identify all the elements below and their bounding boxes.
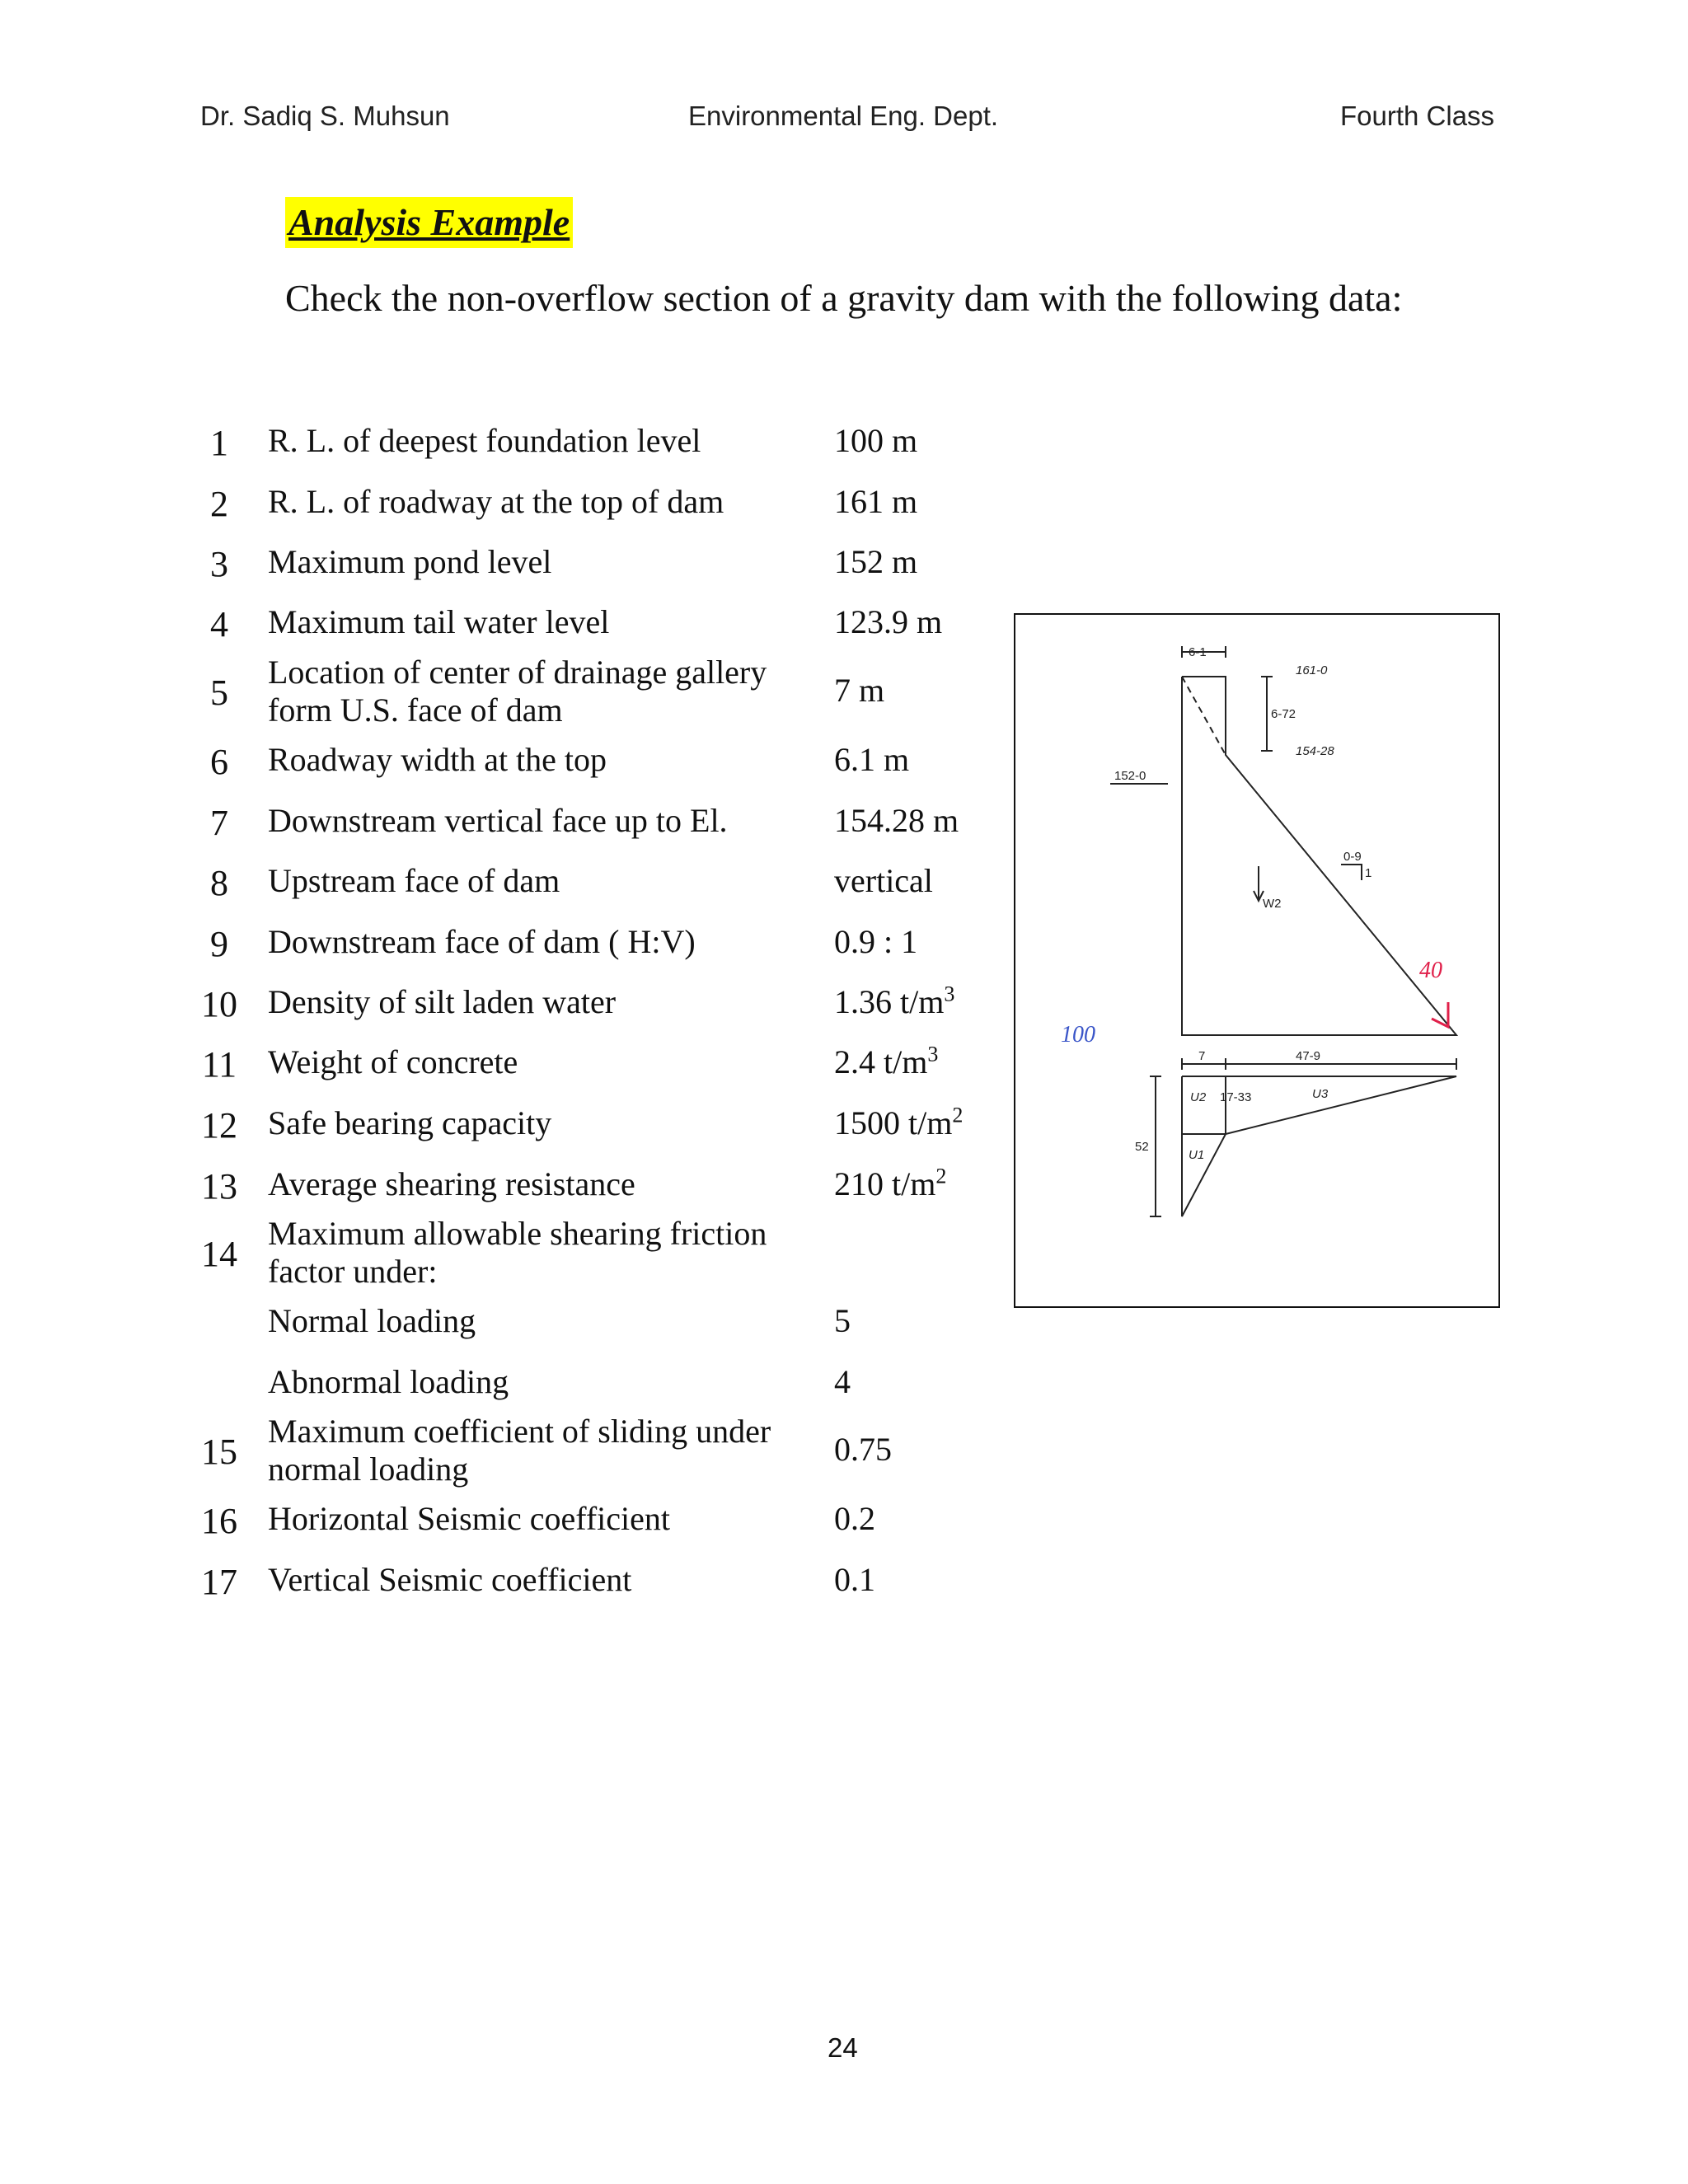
item-value-text: 1500 t/m xyxy=(834,1104,953,1141)
item-label: Upstream face of dam xyxy=(268,862,560,899)
item-value: 6.1 m xyxy=(834,741,910,778)
item-label: Maximum pond level xyxy=(268,543,552,580)
item-value: 7 m xyxy=(834,672,885,709)
page-number: 24 xyxy=(828,2032,858,2063)
header-author: Dr. Sadiq S. Muhsun xyxy=(200,101,450,131)
item-number: 11 xyxy=(201,1044,237,1085)
dam-section-drawing xyxy=(1015,615,1502,1310)
item-number: 15 xyxy=(201,1432,237,1472)
item-label: Roadway width at the top xyxy=(268,741,607,778)
item-value: 4 xyxy=(834,1363,851,1400)
uplift-head-label: 52 xyxy=(1135,1140,1149,1154)
item-label: R. L. of deepest foundation level xyxy=(268,422,701,459)
item-number: 13 xyxy=(201,1166,237,1207)
item-number: 17 xyxy=(201,1562,237,1602)
item-label: Safe bearing capacity xyxy=(268,1104,552,1141)
item-number: 8 xyxy=(210,863,228,903)
item-value: 154.28 m xyxy=(834,802,959,839)
item-number: 5 xyxy=(210,673,228,713)
item-label: Density of silt laden water xyxy=(268,983,617,1020)
break-depth-label: 6-72 xyxy=(1271,707,1296,721)
slope-v-label: 1 xyxy=(1365,866,1372,880)
slope-marker xyxy=(1341,865,1362,880)
intro-text: Check the non-overflow section of a gravity dam with the following data: xyxy=(285,277,1403,319)
pond-el-label: 152-0 xyxy=(1114,769,1146,783)
weight-label: W2 xyxy=(1263,897,1282,911)
item-number: 1 xyxy=(210,423,228,463)
item-value-text: 2.4 t/m xyxy=(834,1043,928,1080)
item-value-exponent: 2 xyxy=(952,1103,964,1127)
item-value xyxy=(834,1043,999,1081)
item-number: 2 xyxy=(210,484,228,524)
item-value-text: 1.36 t/m xyxy=(834,983,945,1020)
base-rest-label: 47-9 xyxy=(1296,1049,1321,1063)
item-value-exponent: 3 xyxy=(927,1042,939,1066)
item-label: Downstream vertical face up to El. xyxy=(268,802,728,839)
item-label: R. L. of roadway at the top of dam xyxy=(268,483,724,520)
dashed-line xyxy=(1182,677,1226,755)
top-el-label: 161-0 xyxy=(1296,663,1328,677)
item-number: 6 xyxy=(210,742,228,782)
dam-outline xyxy=(1182,677,1456,1035)
item-label: Abnormal loading xyxy=(268,1363,509,1400)
item-value: 0.75 xyxy=(834,1431,892,1468)
item-label: Maximum coefficient of sliding under normal loading xyxy=(268,1413,771,1488)
item-value xyxy=(834,983,999,1021)
u3-label: U3 xyxy=(1312,1087,1329,1101)
item-number: 12 xyxy=(201,1105,237,1146)
item-number: 16 xyxy=(201,1501,237,1541)
item-number: 10 xyxy=(201,984,237,1024)
item-number: 7 xyxy=(210,803,228,843)
item-value: 152 m xyxy=(834,543,918,580)
item-label: Downstream face of dam ( H:V) xyxy=(268,923,696,960)
item-value: 0.9 : 1 xyxy=(834,923,918,960)
item-value-exponent: 2 xyxy=(935,1164,947,1188)
item-value: 161 m xyxy=(834,483,918,520)
item-value: vertical xyxy=(834,862,933,899)
break-el-label: 154-28 xyxy=(1296,744,1334,758)
top-width-label: 6-1 xyxy=(1189,645,1207,659)
handwritten-base-label: 100 xyxy=(1061,1022,1095,1047)
u1-label: U1 xyxy=(1189,1148,1205,1162)
item-label: Vertical Seismic coefficient xyxy=(268,1561,632,1598)
item-value: 100 m xyxy=(834,422,918,459)
item-value: 0.1 xyxy=(834,1561,875,1598)
item-value: 5 xyxy=(834,1302,851,1339)
item-number: 4 xyxy=(210,604,228,644)
item-value xyxy=(834,1165,999,1203)
item-label: Maximum tail water level xyxy=(268,603,610,640)
slope-h-label: 0-9 xyxy=(1343,850,1362,864)
item-label: Average shearing resistance xyxy=(268,1165,635,1202)
item-value xyxy=(834,1104,999,1142)
item-label: Weight of concrete xyxy=(268,1043,518,1080)
item-label: Horizontal Seismic coefficient xyxy=(268,1500,670,1537)
item-number: 9 xyxy=(210,924,228,964)
u2-label: U2 xyxy=(1190,1090,1207,1104)
item-label: Normal loading xyxy=(268,1302,476,1339)
u2-value-label: 17-33 xyxy=(1220,1090,1252,1104)
item-value: 0.2 xyxy=(834,1500,875,1537)
item-number: 3 xyxy=(210,544,228,584)
item-label: Location of center of drainage gallery form U.S. face of dam xyxy=(268,654,767,729)
header-department: Environmental Eng. Dept. xyxy=(688,101,999,131)
item-value: 123.9 m xyxy=(834,603,943,640)
dam-section-figure xyxy=(1014,613,1500,1308)
section-title: Analysis Example xyxy=(285,197,573,248)
item-value-text: 210 t/m xyxy=(834,1165,936,1202)
header-class: Fourth Class xyxy=(1340,101,1495,131)
item-label: Maximum allowable shearing friction factor under: xyxy=(268,1215,767,1290)
item-number: 14 xyxy=(201,1234,237,1274)
handwritten-tail-label: 40 xyxy=(1419,958,1442,983)
gallery-dist-label: 7 xyxy=(1198,1049,1206,1063)
item-value-exponent: 3 xyxy=(944,982,955,1006)
